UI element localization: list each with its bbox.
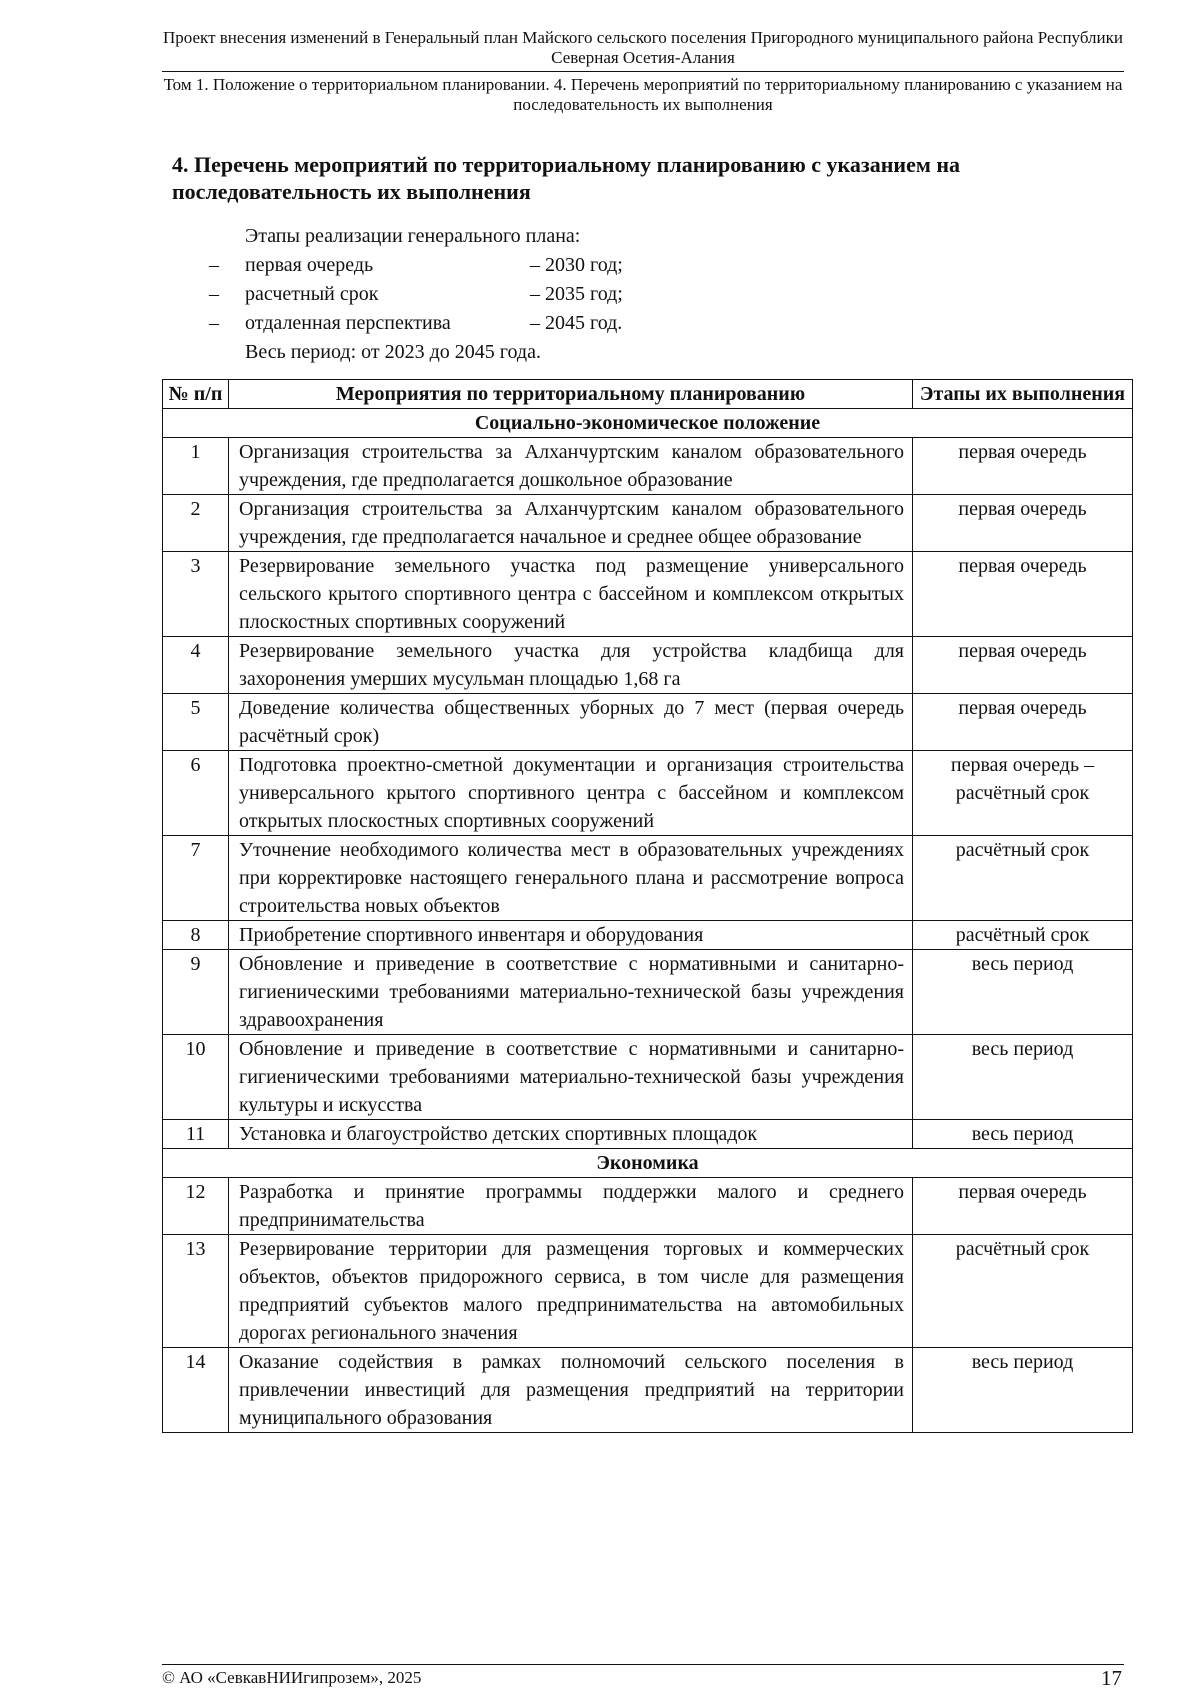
- stage-label: расчетный срок: [245, 283, 379, 305]
- row-number: 1: [163, 438, 229, 495]
- stage-value: – 2030 год;: [530, 254, 623, 276]
- activity-text: Обновление и приведение в соответствие с нормативными и санитарно-гигиеническими требованиями материально-технической базы учреждения здравоохранения: [229, 950, 913, 1035]
- row-number: 10: [163, 1035, 229, 1120]
- table-row: [163, 495, 1133, 552]
- table-row: [163, 1235, 1133, 1348]
- row-number: 9: [163, 950, 229, 1035]
- table-row: [163, 438, 1133, 495]
- footer-divider: [162, 1664, 1124, 1665]
- section-heading: Социально-экономическое положение: [163, 409, 1133, 438]
- table-row: [163, 637, 1133, 694]
- stage-cell: первая очередь: [913, 1178, 1133, 1235]
- stage-cell: первая очередь: [913, 694, 1133, 751]
- row-number: 12: [163, 1178, 229, 1235]
- row-number: 11: [163, 1120, 229, 1149]
- row-number: 6: [163, 751, 229, 836]
- activity-text: Уточнение необходимого количества мест в образовательных учреждениях при корректировке настоящего генерального плана и рассмотрение вопроса строительства новых объектов: [229, 836, 913, 921]
- stage-value: – 2045 год.: [530, 312, 623, 334]
- running-header: [162, 28, 1124, 115]
- table-row: [163, 836, 1133, 921]
- activity-text: Организация строительства за Алханчуртским каналом образовательного учреждения, где предполагается дошкольное образование: [229, 438, 913, 495]
- stage-cell: весь период: [913, 1035, 1133, 1120]
- section-title: 4. Перечень мероприятий по территориальному планированию с указанием на последовательность их выполнения: [172, 152, 961, 204]
- table-row: [163, 1348, 1133, 1433]
- activity-text: Оказание содействия в рамках полномочий сельского поселения в привлечении инвестиций для размещения предприятий на территории муниципального образования: [229, 1348, 913, 1433]
- page-number: 17: [1101, 1666, 1122, 1690]
- activity-text: Обновление и приведение в соответствие с нормативными и санитарно-гигиеническими требованиями материально-технической базы учреждения культуры и искусства: [229, 1035, 913, 1120]
- table-row: [163, 1035, 1133, 1120]
- stage-cell: расчётный срок: [913, 836, 1133, 921]
- stage-cell: весь период: [913, 1120, 1133, 1149]
- list-dash: –: [209, 254, 219, 276]
- header-activity: Мероприятия по территориальному планированию: [229, 380, 913, 409]
- table-row: [163, 1178, 1133, 1235]
- stage-cell: первая очередь: [913, 637, 1133, 694]
- table-row: [163, 1120, 1133, 1149]
- table-row: [163, 751, 1133, 836]
- row-number: 7: [163, 836, 229, 921]
- table-row: [163, 921, 1133, 950]
- row-number: 8: [163, 921, 229, 950]
- header-volume-title: Том 1. Положение о территориальном планировании. 4. Перечень мероприятий по территориальному планированию с указанием на последовательность их выполнения: [163, 75, 1123, 114]
- activity-text: Резервирование земельного участка под размещение универсального сельского крытого спортивного центра с бассейном и комплексом открытых плоскостных спортивных сооружений: [229, 552, 913, 637]
- footer-copyright: © АО «СевкавНИИгипрозем», 2025: [162, 1668, 422, 1687]
- stage-cell: первая очередь: [913, 438, 1133, 495]
- table-row: [163, 950, 1133, 1035]
- stage-cell: первая очередь: [913, 495, 1133, 552]
- activity-text: Установка и благоустройство детских спортивных площадок: [229, 1120, 913, 1149]
- row-number: 2: [163, 495, 229, 552]
- list-dash: –: [209, 283, 219, 305]
- row-number: 3: [163, 552, 229, 637]
- row-number: 5: [163, 694, 229, 751]
- activity-text: Резервирование территории для размещения торговых и коммерческих объектов, объектов придорожного сервиса, в том числе для размещения предприятий субъектов малого предпринимательства на автомобильных дорогах регионального значения: [229, 1235, 913, 1348]
- activity-text: Разработка и принятие программы поддержки малого и среднего предпринимательства: [229, 1178, 913, 1235]
- activity-text: Приобретение спортивного инвентаря и оборудования: [229, 921, 913, 950]
- activities-table: [162, 379, 1133, 1433]
- section-row: [163, 409, 1133, 438]
- stage-cell: расчётный срок: [913, 1235, 1133, 1348]
- activity-text: Доведение количества общественных уборных до 7 мест (первая очередь расчётный срок): [229, 694, 913, 751]
- stage-cell: весь период: [913, 1348, 1133, 1433]
- whole-period: Весь период: от 2023 до 2045 года.: [245, 341, 541, 363]
- stage-label: отдаленная перспектива: [245, 312, 451, 334]
- stages-heading: Этапы реализации генерального плана:: [245, 225, 581, 247]
- stage-value: – 2035 год;: [530, 283, 623, 305]
- header-document-title: Проект внесения изменений в Генеральный план Майского сельского поселения Пригородного муниципального района Республики Северная Осетия-Алания: [162, 28, 1124, 72]
- header-num: № п/п: [163, 380, 229, 409]
- row-number: 4: [163, 637, 229, 694]
- section-heading: Экономика: [163, 1149, 1133, 1178]
- stage-cell: весь период: [913, 950, 1133, 1035]
- header-stage: Этапы их выполнения: [913, 380, 1133, 409]
- stage-cell: первая очередь – расчётный срок: [913, 751, 1133, 836]
- activity-text: Резервирование земельного участка для устройства кладбища для захоронения умерших мусульман площадью 1,68 га: [229, 637, 913, 694]
- row-number: 13: [163, 1235, 229, 1348]
- activity-text: Подготовка проектно-сметной документации и организация строительства универсального крытого спортивного центра с бассейном и комплексом открытых плоскостных спортивных сооружений: [229, 751, 913, 836]
- table-header-row: [163, 380, 1133, 409]
- table-body: [163, 409, 1133, 1433]
- section-row: [163, 1149, 1133, 1178]
- table-row: [163, 552, 1133, 637]
- row-number: 14: [163, 1348, 229, 1433]
- list-dash: –: [209, 312, 219, 334]
- stage-label: первая очередь: [245, 254, 374, 276]
- activity-text: Организация строительства за Алханчуртским каналом образовательного учреждения, где предполагается начальное и среднее общее образование: [229, 495, 913, 552]
- table-row: [163, 694, 1133, 751]
- stage-cell: расчётный срок: [913, 921, 1133, 950]
- stage-cell: первая очередь: [913, 552, 1133, 637]
